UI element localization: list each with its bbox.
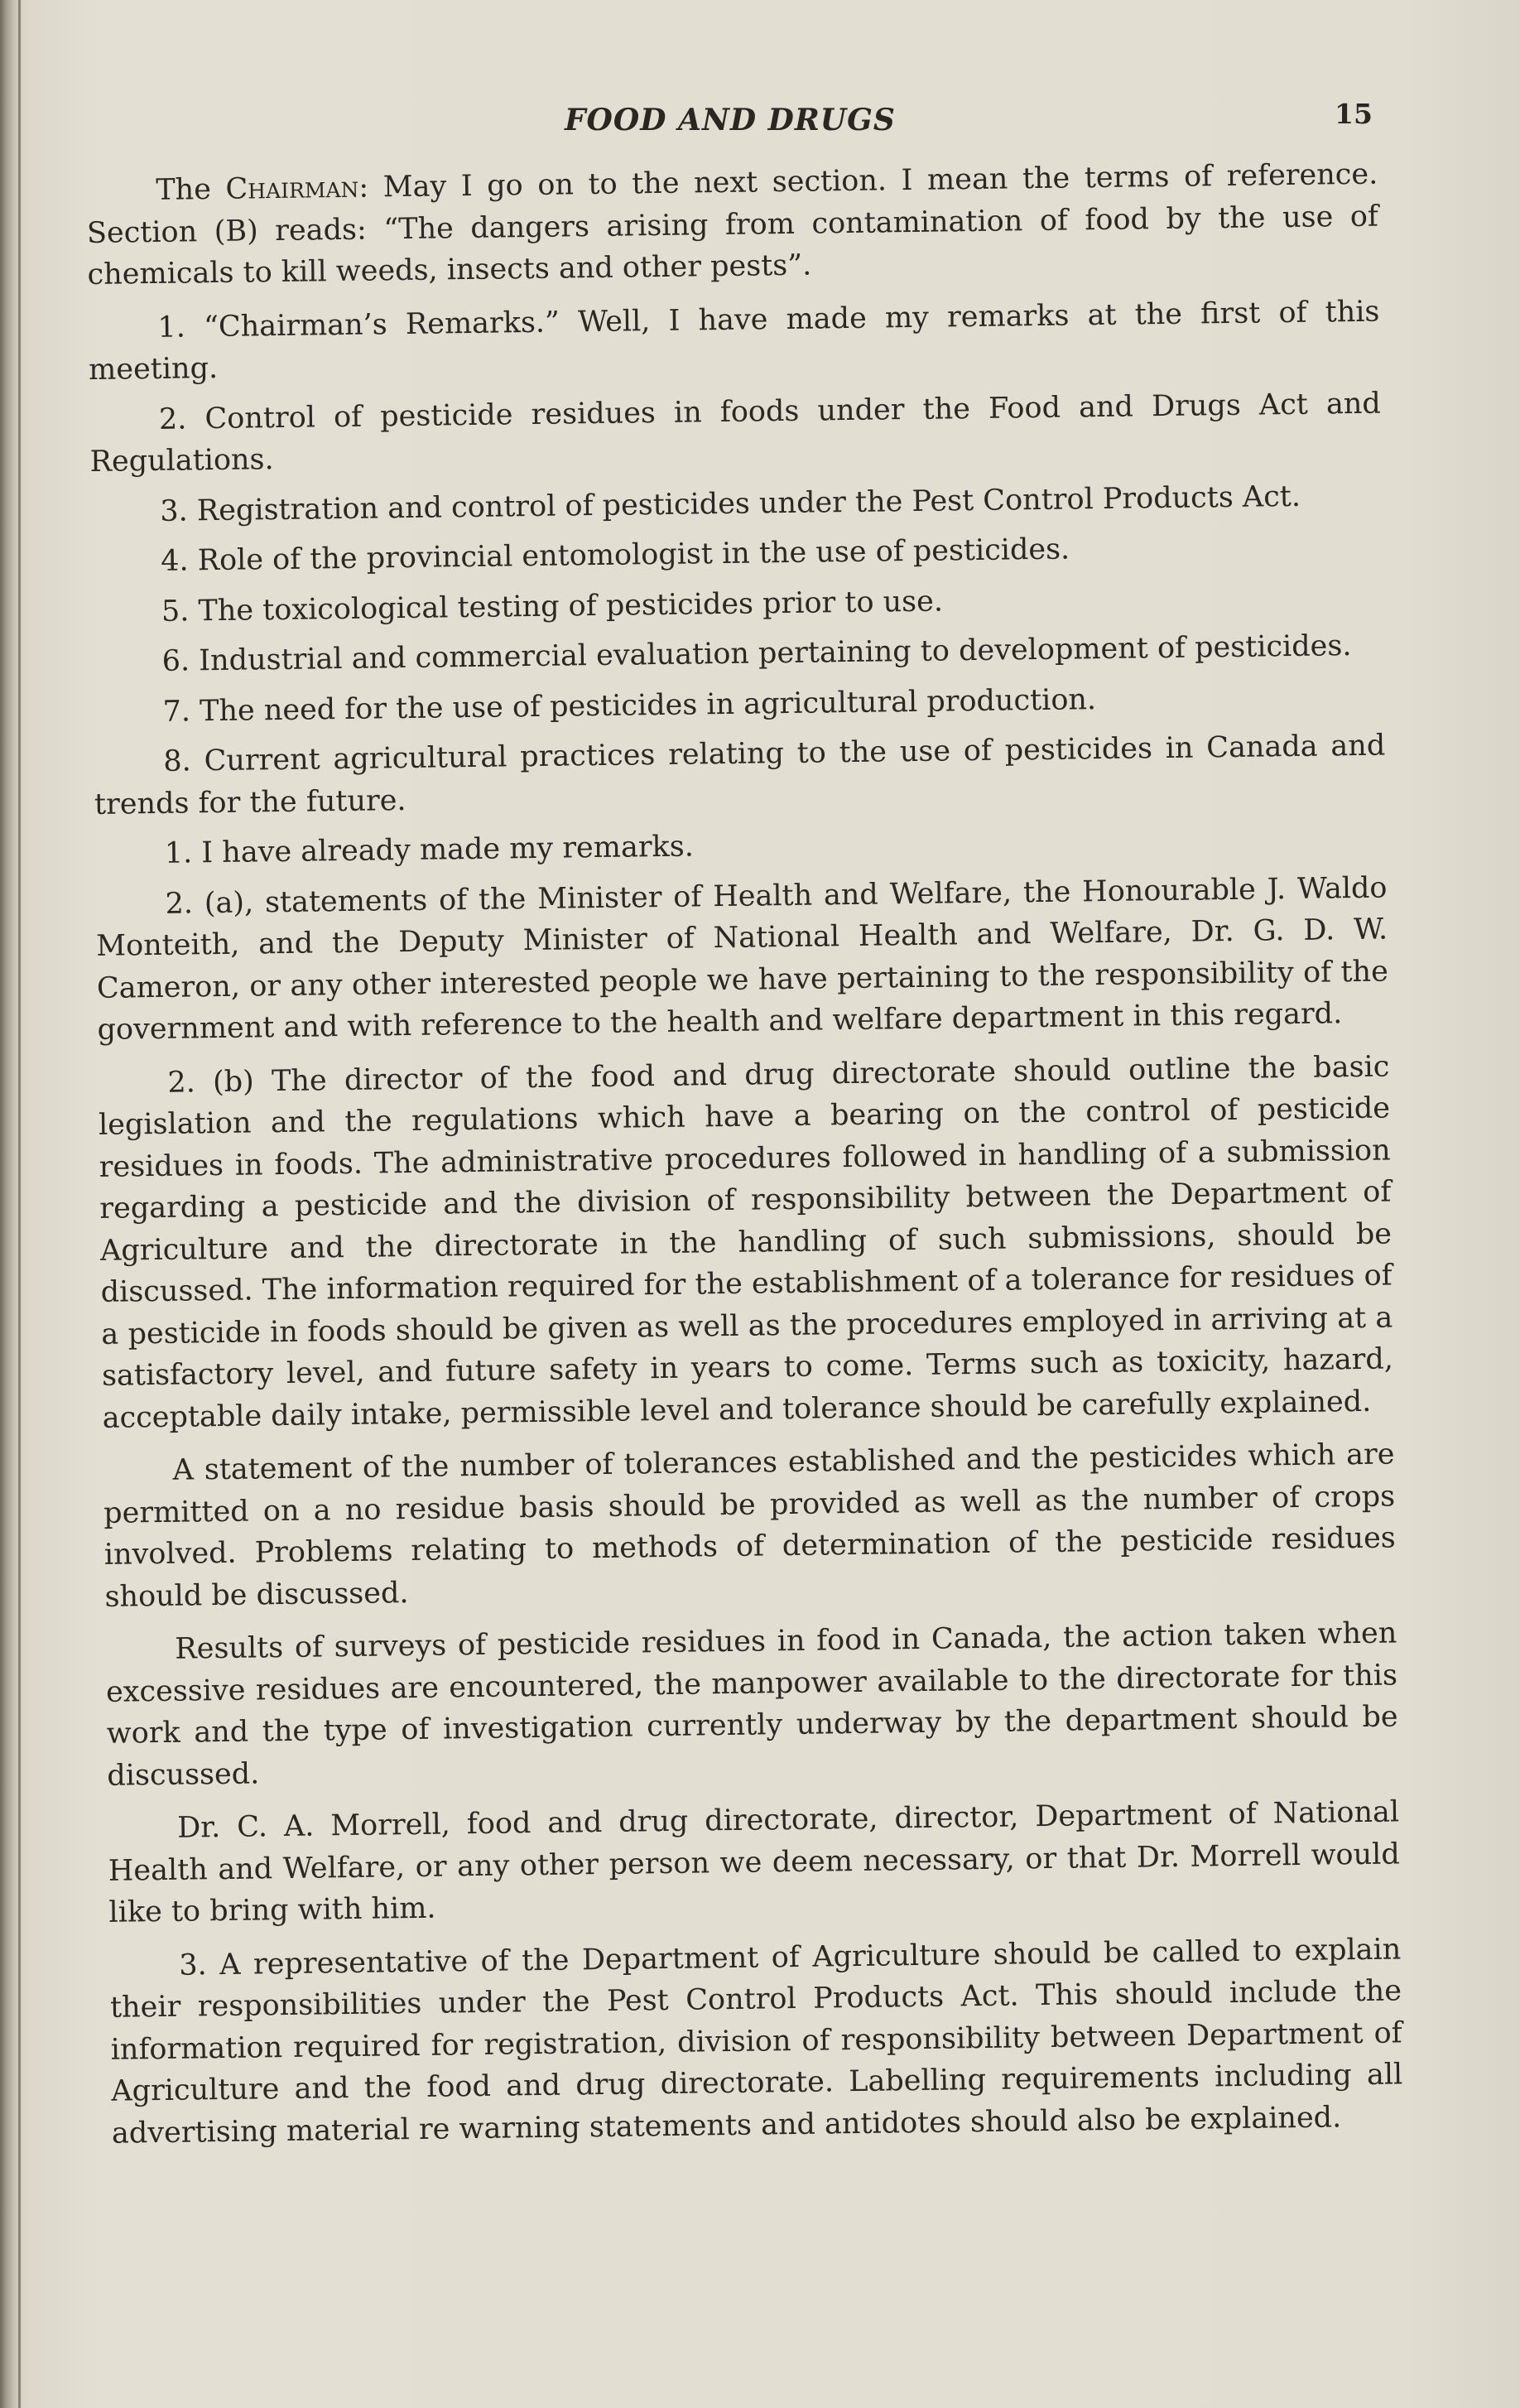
paragraph-surveys: Results of surveys of pesticide residues in food in Canada, the action taken when excessive residues are encountered, the manpower available to the directorate for this work and the type of investigation currently underway by the department should be discussed. [105, 1616, 1398, 1793]
speaker-name: Chairman [225, 171, 359, 206]
paragraph-response-1: 1. I have already made my remarks. [164, 830, 695, 870]
paragraph-item-8: 8. Current agricultural practices relating to the use of pesticides in Canada and trends for the future. [94, 729, 1386, 821]
paragraph-chairman [86, 154, 1379, 296]
running-title: FOOD AND DRUGS [565, 103, 896, 137]
paragraph-item-1: 1. “Chairman’s Remarks.” Well, I have made my remarks at the first of this meeting. [88, 295, 1380, 387]
paragraph-lead: The [156, 172, 226, 207]
paragraph-item-5: 5. The toxicological testing of pesticides prior to use. [161, 584, 944, 628]
paragraph-item-6: 6. Industrial and commercial evaluation pertaining to development of pesticides. [161, 629, 1352, 678]
running-header [0, 98, 1520, 147]
paragraph-tolerances: A statement of the number of tolerances established and the pesticides which are permitted on a no residue basis should be provided as well as the number of crops involved. Problems relating to methods of determination of the pesticide residues should be discussed. [103, 1438, 1397, 1614]
paragraph-item-2: 2. Control of pesticide residues in foods under the Food and Drugs Act and Regulations. [89, 387, 1382, 479]
body-text [86, 154, 1403, 2166]
binding-edge [18, 0, 21, 2408]
page-number: 15 [1335, 98, 1373, 130]
paragraph-text: : May I go on to the next section. I mean the terms of reference. Section (B) reads: “The dangers arising from contamination of food by the use of chemicals to kill weeds, insects and other pests”. [86, 157, 1379, 291]
paragraph-response-2b: 2. (b) The director of the food and drug directorate should outline the basic legislation and the regulations which have a bearing on the control of pesticide residues in foods. The administrative procedures followed in handling of a submission regarding a pesticide and the division of responsibility between the Department of Agriculture and the directorate in the handling of such submissions, should be discussed. The information required for the establishment of a tolerance for residues of a pesticide in foods should be given as well as the procedures employed in arriving at a satisfactory level, and future safety in years to come. Terms such as toxicity, hazard, acceptable daily intake, permissible level and tolerance should be carefully explained. [98, 1049, 1394, 1435]
paragraph-item-7: 7. The need for the use of pesticides in agricultural production. [162, 682, 1097, 729]
paragraph-item-4: 4. Role of the provincial entomologist in the use of pesticides. [160, 532, 1070, 578]
paragraph-morrell: Dr. C. A. Morrell, food and drug directorate, director, Department of National Health and Welfare, or any other person we deem necessary, or that Dr. Morrell would like to bring with him. [108, 1795, 1401, 1929]
paragraph-response-3: 3. A representative of the Department of Agriculture should be called to explain their responsibilities under the Pest Control Products Act. This should include the information required for registration, division of responsibility between Department of Agriculture and the food and drug directorate. Labelling requirements including all advertising material re warning statements and antidotes should also be explained. [109, 1932, 1403, 2150]
paragraph-response-2a: 2. (a), statements of the Minister of Health and Welfare, the Honourable J. Waldo Monteith, and the Deputy Minister of National Health and Welfare, Dr. G. D. W. Cameron, or any other interested people we have pertaining to the responsibility of the government and with reference to the health and welfare department in this regard. [96, 871, 1389, 1047]
paragraph-item-3: 3. Registration and control of pesticides under the Pest Control Products Act. [160, 479, 1301, 528]
